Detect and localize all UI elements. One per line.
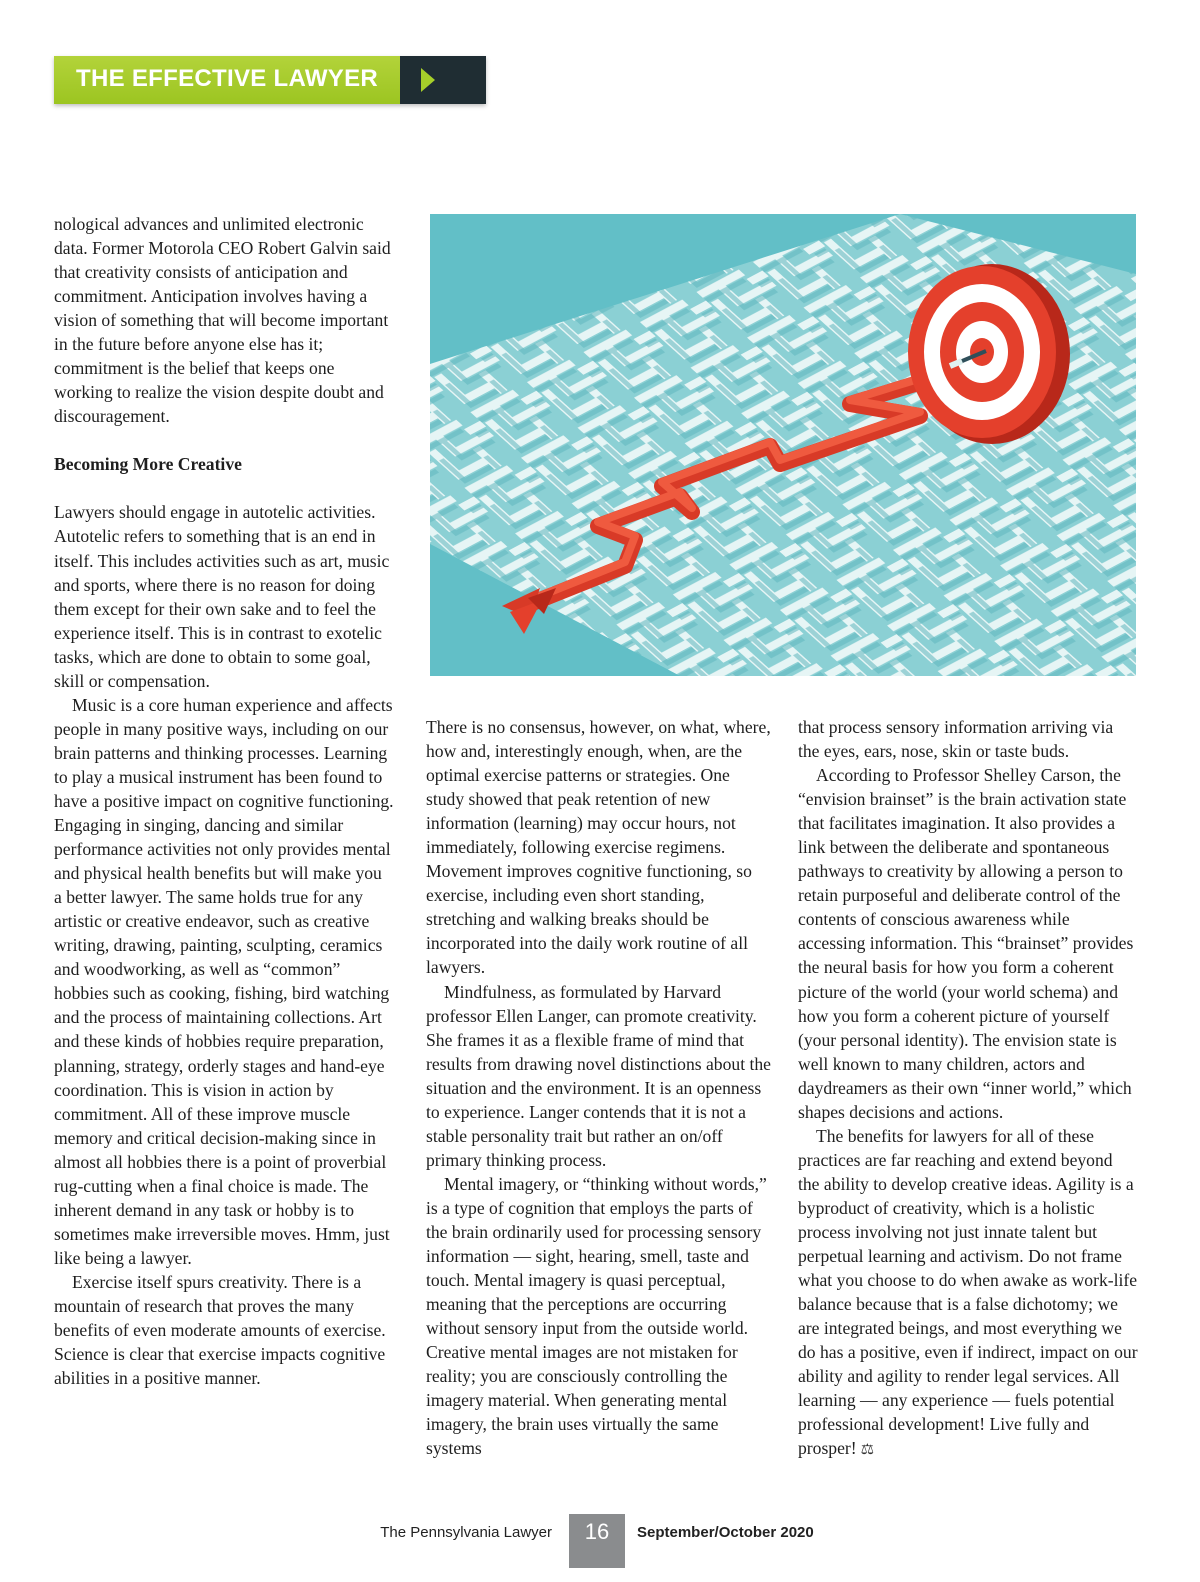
paragraph-carson: According to Professor Shelley Carson, the “envision brainset” is the brain activation state that facilitates imagination. It also provides a link between the deliberate and spontaneous pathways to creativity by allowing a person to retain purposeful and deliberate control of the contents of conscious awareness while accessing information. This “brainset” provides the neural basis for how you form a coherent picture of the world (your world schema) and how you form a coherent picture of yourself (your personal identity). The envision state is well known to many children, actors and daydreamers as their own “inner world,” which shapes decisions and actions. <box>798 765 1134 1122</box>
paragraph-music: Music is a core human experience and affects people in many positive ways, including on our brain patterns and thinking processes. Learning to play a musical instrument has been found to have a positive impact on cognitive functioning. Engaging in singing, dancing and similar performance activities not only provides mental and physical health benefits but will make you a better lawyer. The same holds true for any artistic or creative endeavor, such as creative writing, drawing, painting, sculpting, ceramics and woodworking, as well as “common” hobbies such as cooking, fishing, bird watching and the process of maintaining collections. Art and these kinds of hobbies require preparation, planning, strategy, orderly stages and hand-eye coordination. This is vision in action by commitment. All of these improve muscle memory and critical decision-making since in almost all hobbies there is a point of proverbial rug-cutting when a final choice is made. The inherent demand in any task or hobby is to sometimes make irreversible moves. Hmm, just like being a lawyer. <box>54 694 394 1268</box>
section-title: THE EFFECTIVE LAWYER <box>76 65 379 92</box>
paragraph-benefits-wrapper <box>798 1124 1138 1463</box>
paragraph-mental-imagery: Mental imagery, or “thinking without words,” is a type of cognition that employs the parts of the brain ordinarily used for processing sensory information — sight, hearing, smell, taste and touch. Mental imagery is quasi perceptual, meaning that the perceptions are occurring without sensory input from the outside world. Creative mental images are not mistaken for reality; you are consciously controlling the imagery material. When generating mental imagery, the brain uses virtually the same systems <box>426 1173 767 1459</box>
section-header-dark-bar <box>400 56 486 104</box>
section-heading: Becoming More Creative <box>54 454 242 475</box>
publication-name: The Pennsylvania Lawyer <box>380 1524 552 1541</box>
play-triangle-icon <box>421 68 435 92</box>
article-column-2 <box>426 715 771 1460</box>
article-column-3 <box>798 715 1138 1462</box>
paragraph-intro: nological advances and unlimited electronic data. Former Motorola CEO Robert Galvin said that creativity consists of anticipation and commitment. Anticipation involves having a vision of something that will become important in the future before anyone else has it; commitment is the belief that keeps one working to realize the vision despite doubt and discouragement. <box>54 214 391 427</box>
article-column-1 <box>54 212 394 1390</box>
page-footer <box>0 1514 1200 1568</box>
page-number: 16 <box>569 1514 625 1568</box>
section-header-tab <box>54 56 486 104</box>
paragraph-sensory: that process sensory information arriving via the eyes, ears, nose, skin or taste buds. <box>798 717 1114 762</box>
maze-target-arrow-illustration <box>430 214 1136 676</box>
paragraph-autotelic: Lawyers should engage in autotelic activities. Autotelic refers to something that is an end in itself. This includes activities such as art, music and sports, where there is no reason for doing them except for their own sake and to feel the experience itself. This is in contrast to exotelic tasks, which are done to obtain to some goal, skill or compensation. <box>54 502 390 691</box>
paragraph-consensus: There is no consensus, however, on what, where, how and, interestingly enough, when, are the optimal exercise patterns or strategies. One study showed that peak retention of new information (learning) may occur hours, not immediately, following exercise regimens. Movement improves cognitive functioning, so exercise, including even short standing, stretching and walking breaks should be incorporated into the daily work routine of all lawyers. <box>426 717 771 978</box>
paragraph-mindfulness: Mindfulness, as formulated by Harvard professor Ellen Langer, can promote creativity. She frames it as a flexible frame of mind that results from drawing novel distinctions about the situation and the environment. It is an openness to experience. Langer contends that it is not a stable personality trait but rather an on/off primary thinking process. <box>426 981 771 1170</box>
paragraph-benefits: The benefits for lawyers for all of these practices are far reaching and extend beyond the ability to develop creative ideas. Agility is a byproduct of creativity, which is a holistic process involving not just innate talent but perpetual learning and activism. Do not frame what you choose to do when awake as work-life balance because that is a false dichotomy; we are integrated beings, and most everything we do has a positive, even if indirect, impact on our ability and agility to render legal services. All learning — any experience — fuels potential professional development! Live fully and prosper! <box>798 1125 1138 1459</box>
scales-of-justice-icon: ⚖ <box>860 1442 875 1459</box>
issue-date: September/October 2020 <box>637 1524 814 1541</box>
paragraph-exercise: Exercise itself spurs creativity. There is a mountain of research that proves the many benefits of even moderate amounts of exercise. Science is clear that exercise impacts cognitive abilities in a positive manner. <box>54 1271 386 1389</box>
